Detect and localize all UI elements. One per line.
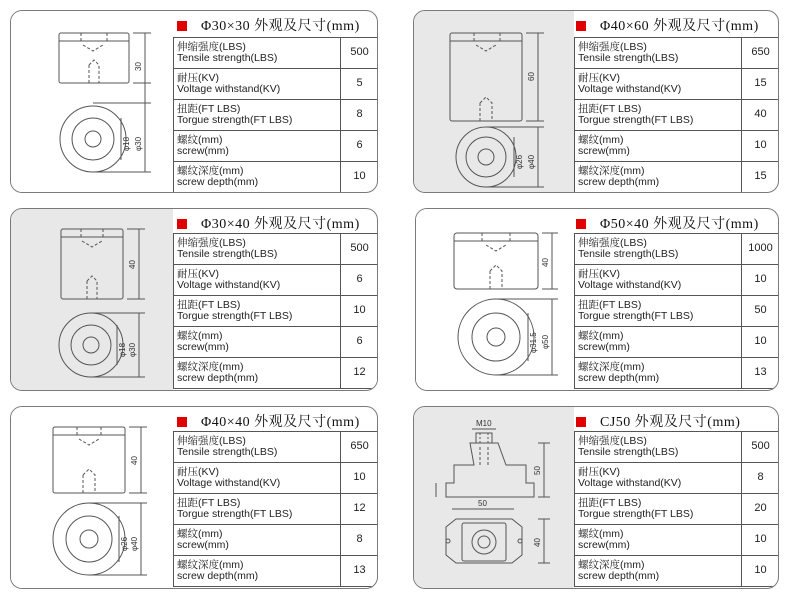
- insulator-drawing: [11, 11, 173, 193]
- dim-outer-dia-label: φ30: [134, 136, 143, 151]
- drawing-panel: [414, 11, 574, 192]
- dim-outer-dia-label: φ50: [541, 334, 550, 349]
- red-square-icon: [177, 219, 187, 229]
- table-row: 耐压(KV) Voltage withstand(KV) 15: [575, 69, 780, 100]
- dim-inner-dia-label: φ31.5: [529, 332, 538, 353]
- table-row: 螺纹(mm) screw(mm) 10: [575, 131, 780, 162]
- table-row: 伸缩强度(LBS) Tensile strength(LBS) 1000: [575, 234, 780, 265]
- table-row: 螺纹深度(mm) screw depth(mm) 15: [575, 162, 780, 193]
- table-row: 扭距(FT LBS) Torgue strength(FT LBS) 50: [575, 296, 780, 327]
- drawing-panel: [11, 407, 173, 588]
- table-row: 螺纹(mm) screw(mm) 10: [575, 525, 780, 556]
- table-row: 螺纹(mm) screw(mm) 10: [575, 327, 780, 358]
- dim-width-label: 50: [478, 499, 487, 508]
- card-title: Φ40×60 外观及尺寸(mm): [576, 15, 759, 35]
- product-card-30x30: [10, 10, 378, 193]
- dim-height-label: 40: [130, 456, 139, 465]
- table-row: 耐压(KV) Voltage withstand(KV) 5: [174, 69, 379, 100]
- spec-table: [574, 37, 779, 193]
- dim-height-label: 40: [128, 260, 137, 269]
- insulator-drawing: [414, 11, 574, 193]
- dim-inner-dia-label: φ26: [120, 536, 129, 551]
- table-row: 耐压(KV) Voltage withstand(KV) 8: [575, 463, 780, 494]
- table-row: 耐压(KV) Voltage withstand(KV) 10: [575, 265, 780, 296]
- card-title: Φ30×30 外观及尺寸(mm): [177, 15, 360, 35]
- red-square-icon: [576, 219, 586, 229]
- dim-inner-dia-label: φ18: [122, 136, 131, 151]
- dim-thread-label: M10: [476, 419, 492, 428]
- table-row: 耐压(KV) Voltage withstand(KV) 6: [174, 265, 379, 296]
- dim-height-label: 50: [533, 466, 542, 475]
- red-square-icon: [177, 417, 187, 427]
- table-row: 扭距(FT LBS) Torgue strength(FT LBS) 8: [174, 100, 379, 131]
- product-card-40x60: [413, 10, 779, 193]
- dim-height-label: 30: [134, 62, 143, 71]
- spec-table: [173, 37, 378, 193]
- dim-height-label: 40: [541, 258, 550, 267]
- table-row: 扭距(FT LBS) Torgue strength(FT LBS) 12: [174, 494, 379, 525]
- table-row: 扭距(FT LBS) Torgue strength(FT LBS) 20: [575, 494, 780, 525]
- table-row: 螺纹(mm) screw(mm) 6: [174, 327, 379, 358]
- card-title: Φ50×40 外观及尺寸(mm): [576, 213, 759, 233]
- table-row: 螺纹深度(mm) screw depth(mm) 10: [174, 162, 379, 193]
- card-title: Φ40×40 外观及尺寸(mm): [177, 411, 360, 431]
- card-title: CJ50 外观及尺寸(mm): [576, 411, 740, 431]
- insulator-drawing: [416, 209, 576, 391]
- table-row: 扭距(FT LBS) Torgue strength(FT LBS) 10: [174, 296, 379, 327]
- spec-table: [173, 431, 378, 587]
- table-row: 耐压(KV) Voltage withstand(KV) 10: [174, 463, 379, 494]
- product-card-40x40: [10, 406, 378, 589]
- table-row: 伸缩强度(LBS) Tensile strength(LBS) 650: [174, 432, 379, 463]
- table-row: 伸缩强度(LBS) Tensile strength(LBS) 650: [575, 38, 780, 69]
- table-row: 伸缩强度(LBS) Tensile strength(LBS) 500: [174, 38, 379, 69]
- table-row: 螺纹(mm) screw(mm) 8: [174, 525, 379, 556]
- table-row: 伸缩强度(LBS) Tensile strength(LBS) 500: [174, 234, 379, 265]
- dim-height-label: 60: [527, 72, 536, 81]
- table-row: 螺纹(mm) screw(mm) 6: [174, 131, 379, 162]
- table-row: 扭距(FT LBS) Torgue strength(FT LBS) 40: [575, 100, 780, 131]
- drawing-panel: [414, 407, 574, 588]
- red-square-icon: [576, 417, 586, 427]
- dim-inner-dia-label: φ18: [118, 342, 127, 357]
- dim-outer-dia-label: φ40: [527, 154, 536, 169]
- insulator-drawing: [11, 209, 173, 391]
- dim-depth-label: 40: [533, 538, 542, 547]
- product-card-30x40: [10, 208, 378, 391]
- drawing-panel: [11, 209, 173, 390]
- drawing-panel: [416, 209, 576, 390]
- red-square-icon: [576, 21, 586, 31]
- red-square-icon: [177, 21, 187, 31]
- table-row: 螺纹深度(mm) screw depth(mm) 10: [575, 556, 780, 587]
- table-row: 螺纹深度(mm) screw depth(mm) 13: [575, 358, 780, 389]
- drawing-panel: [11, 11, 173, 192]
- insulator-drawing: [11, 407, 173, 589]
- product-card-cj50: [413, 406, 779, 589]
- spec-table: [574, 431, 779, 587]
- spec-table: [574, 233, 779, 389]
- card-title: Φ30×40 外观及尺寸(mm): [177, 213, 360, 233]
- cj50-drawing: [414, 407, 574, 589]
- table-row: 螺纹深度(mm) screw depth(mm) 12: [174, 358, 379, 389]
- dim-outer-dia-label: φ30: [128, 342, 137, 357]
- product-card-50x40: [415, 208, 779, 391]
- spec-table: [173, 233, 378, 389]
- table-row: 伸缩强度(LBS) Tensile strength(LBS) 500: [575, 432, 780, 463]
- table-row: 螺纹深度(mm) screw depth(mm) 13: [174, 556, 379, 587]
- dim-inner-dia-label: φ26: [515, 154, 524, 169]
- dim-outer-dia-label: φ40: [130, 536, 139, 551]
